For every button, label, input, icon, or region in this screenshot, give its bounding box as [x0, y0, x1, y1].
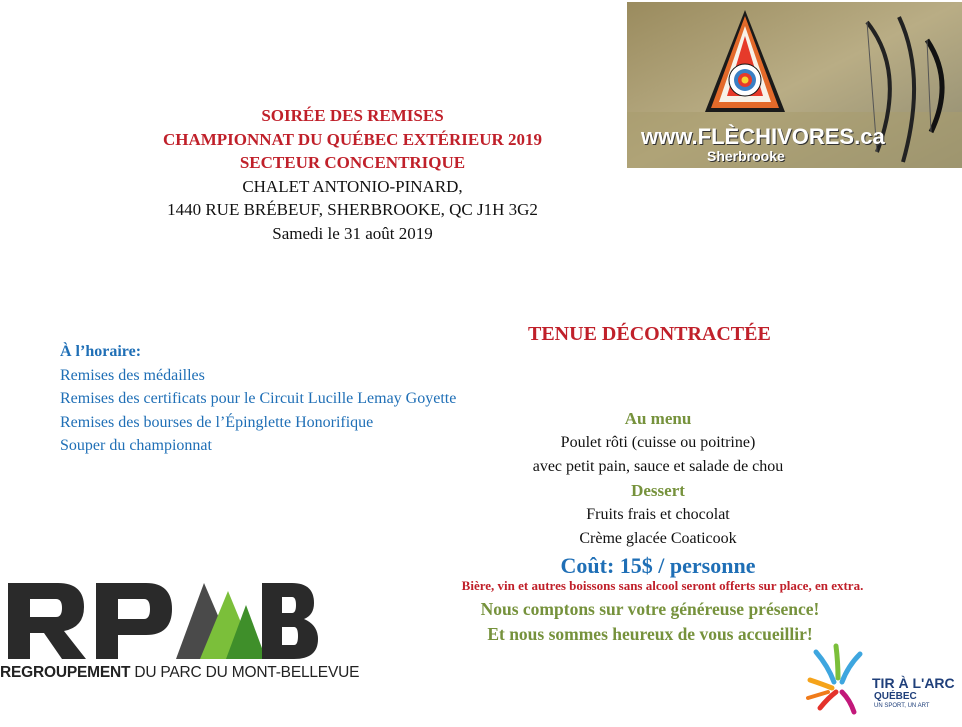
- header-address: 1440 RUE BRÉBEUF, SHERBROOKE, QC J1H 3G2: [167, 200, 538, 219]
- dessert-title: Dessert: [631, 481, 685, 500]
- schedule-item: Souper du championnat: [60, 437, 212, 454]
- menu-main-1: Poulet rôti (cuisse ou poitrine): [560, 434, 756, 451]
- rpmb-subtitle-rest: DU PARC DU MONT-BELLEVUE: [130, 664, 360, 681]
- flechivores-logo: [627, 2, 962, 168]
- dessert-1: Fruits frais et chocolat: [586, 506, 730, 523]
- rpmb-subtitle: [0, 664, 360, 682]
- drinks-note: Bière, vin et autres boissons sans alcool seront offerts sur place, en extra.: [461, 578, 864, 593]
- closing-message: [390, 597, 910, 647]
- flechivores-city-text: Sherbrooke: [707, 148, 785, 164]
- dress-code: TENUE DÉCONTRACTÉE: [528, 323, 771, 345]
- flechivores-site-text: www.FLÈCHIVORES.ca: [641, 124, 885, 149]
- header-line-2: CHAMPIONNAT DU QUÉBEC EXTÉRIEUR 2019: [162, 129, 543, 149]
- tir-logo-line-1: TIR À L'ARC: [872, 675, 955, 691]
- closing-line-1: Nous comptons sur votre généreuse présence!: [480, 599, 820, 619]
- event-header: [110, 104, 595, 245]
- tir-logo-line-3: UN SPORT, UN ART: [874, 703, 930, 709]
- schedule-title: À l’horaire:: [60, 343, 142, 360]
- header-date: Samedi le 31 août 2019: [272, 223, 433, 243]
- header-venue: CHALET ANTONIO-PINARD,: [242, 176, 463, 196]
- price: Coût: 15$ / personne: [560, 553, 756, 578]
- schedule-item: Remises des bourses de l’Épinglette Honorifique: [60, 413, 374, 431]
- closing-line-2: Et nous sommes heureux de vous accueillir!: [487, 624, 813, 644]
- schedule-item: Remises des médailles: [60, 366, 205, 384]
- tir-logo-line-2: QUÉBEC: [874, 691, 917, 702]
- rpmb-subtitle-bold: REGROUPEMENT: [0, 664, 131, 681]
- menu-title: Au menu: [624, 409, 692, 428]
- schedule-section: [60, 340, 456, 458]
- menu-section: [452, 407, 864, 581]
- menu-main-2: avec petit pain, sauce et salade de chou: [532, 458, 784, 475]
- schedule-item: Remises des certificats pour le Circuit Lucille Lemay Goyette: [60, 390, 457, 407]
- header-line-1: SOIRÉE DES REMISES: [261, 106, 444, 125]
- dessert-2: Crème glacée Coaticook: [579, 530, 737, 547]
- header-line-3: SECTEUR CONCENTRIQUE: [239, 153, 466, 172]
